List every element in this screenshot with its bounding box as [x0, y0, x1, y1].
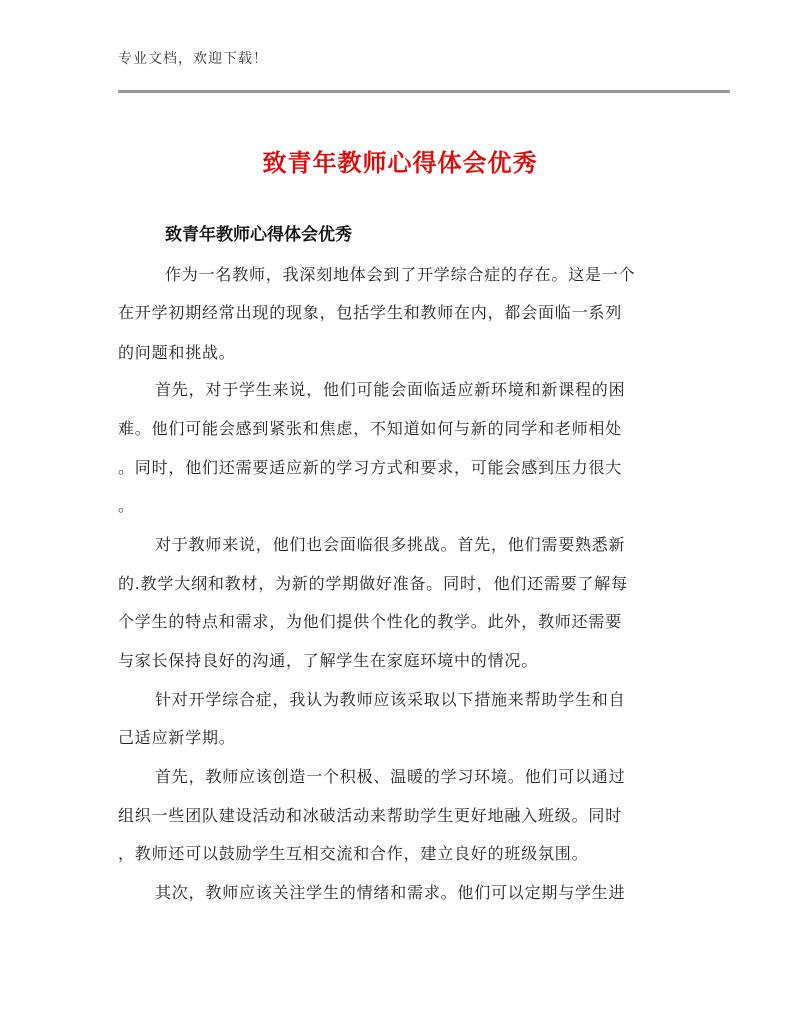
header-note: 专业文档，欢迎下载！	[118, 51, 268, 67]
body-line: 的问题和挑战。	[118, 343, 236, 362]
body-line: 其次，教师应该关注学生的情绪和需求。他们可以定期与学生进	[155, 883, 626, 902]
body-line: 的.教学大纲和教材，为新的学期做好准备。同时，他们还需要了解每	[118, 574, 628, 593]
document-title: 致青年教师心得体会优秀	[262, 149, 538, 177]
body-line: 首先，教师应该创造一个积极、温暖的学习环境。他们可以通过	[155, 767, 626, 786]
body-line: 对于教师来说，他们也会面临很多挑战。首先，他们需要熟悉新	[155, 535, 626, 554]
body-line: 。	[118, 496, 135, 515]
document-subtitle: 致青年教师心得体会优秀	[165, 225, 352, 245]
body-line: 己适应新学期。	[118, 728, 236, 747]
body-line: 针对开学综合症，我认为教师应该采取以下措施来帮助学生和自	[155, 690, 626, 709]
body-line: 作为一名教师，我深刻地体会到了开学综合症的存在。这是一个	[165, 265, 636, 284]
body-line: 首先，对于学生来说，他们可能会面临适应新环境和新课程的困	[155, 380, 626, 399]
body-line: ，教师还可以鼓励学生互相交流和合作，建立良好的班级氛围。	[118, 844, 589, 863]
body-line: 与家长保持良好的沟通，了解学生在家庭环境中的情况。	[118, 651, 539, 670]
body-line: 个学生的特点和需求，为他们提供个性化的教学。此外，教师还需要	[118, 612, 623, 631]
body-line: 。同时，他们还需要适应新的学习方式和要求，可能会感到压力很大	[118, 458, 623, 477]
body-line: 在开学初期经常出现的现象，包括学生和教师在内，都会面临一系列	[118, 303, 623, 322]
body-line: 难。他们可能会感到紧张和焦虑，不知道如何与新的同学和老师相处	[118, 419, 623, 438]
header-divider	[118, 90, 730, 93]
body-line: 组织一些团队建设活动和冰破活动来帮助学生更好地融入班级。同时	[118, 806, 623, 825]
